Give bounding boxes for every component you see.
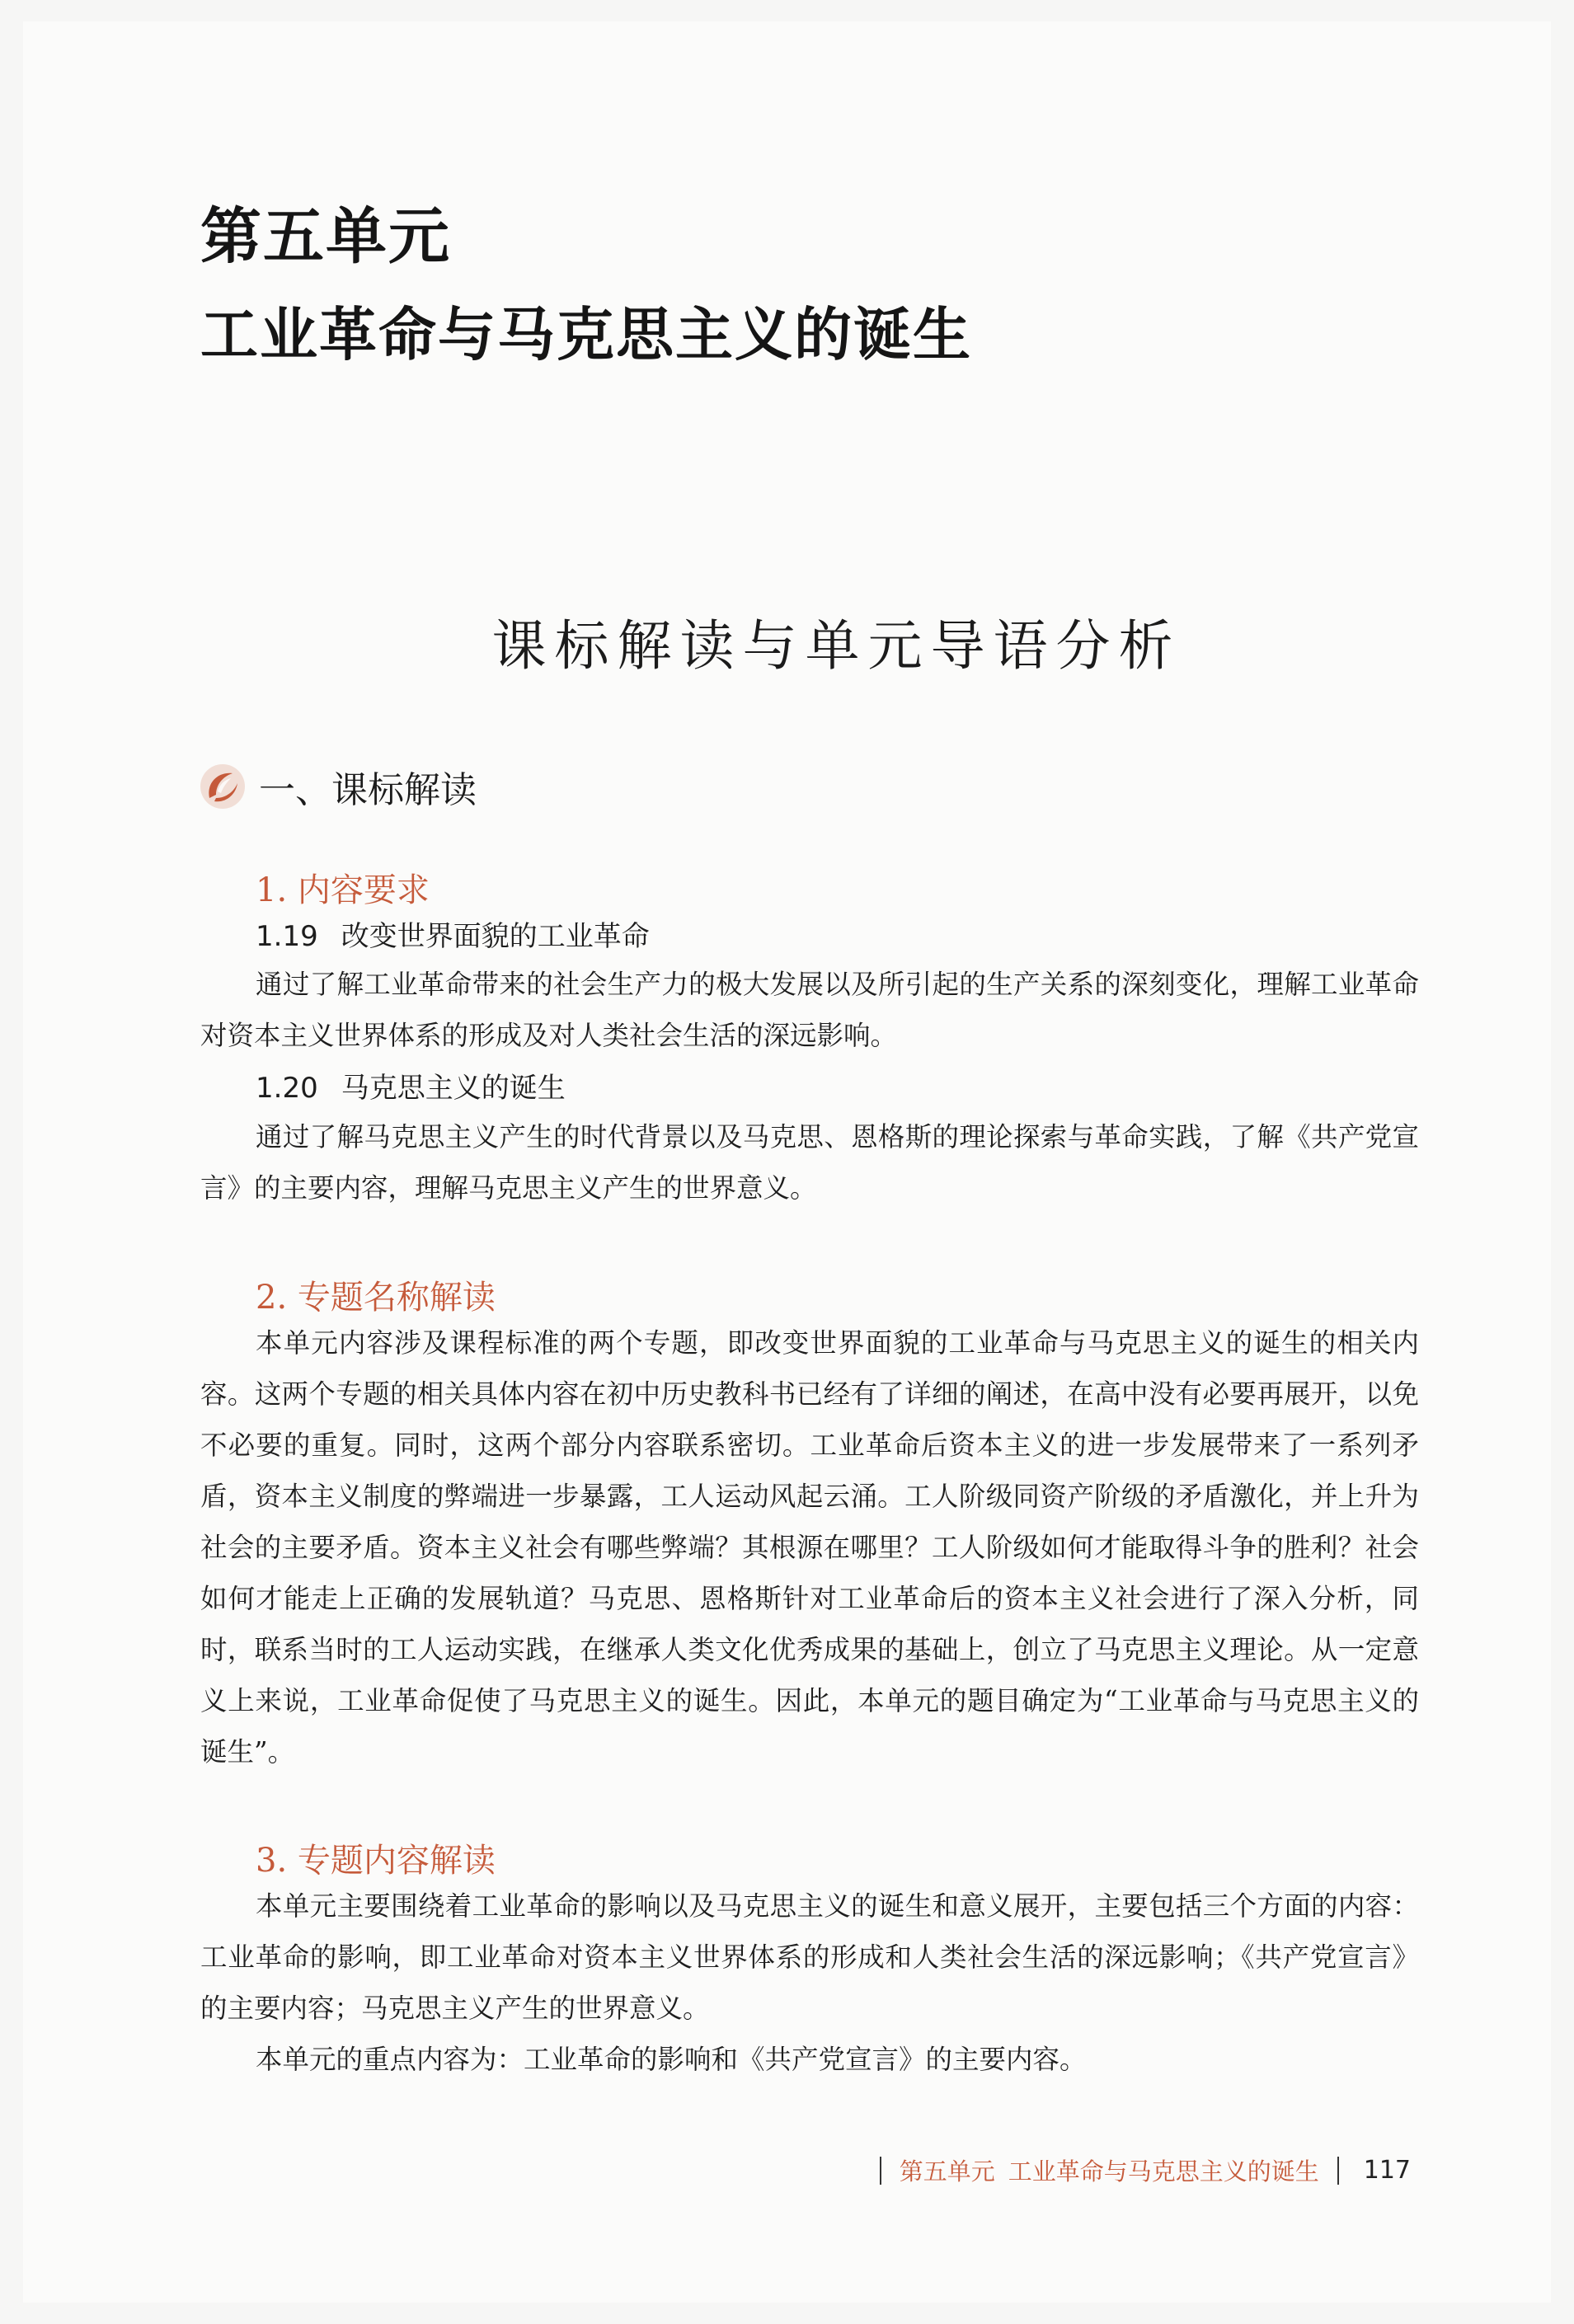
part1-heading [198, 760, 477, 813]
page-footer [880, 2153, 1411, 2187]
item1-text: 通过了解工业革命带来的社会生产力的极大发展以及所引起的生产关系的深刻变化，理解工业革命对资本主义世界体系的形成及对人类社会生活的深远影响。 [200, 969, 1419, 1051]
part1-heading-text: 一、课标解读 [259, 769, 477, 811]
unit-number: 第五单元 [200, 201, 451, 272]
section-title: 课标解读与单元导语分析 [491, 614, 1182, 678]
footer-title: 工业革命与马克思主义的诞生 [1008, 2157, 1319, 2185]
item2-title: 马克思主义的诞生 [341, 1072, 566, 1105]
item2-text: 通过了解马克思主义产生的时代背景以及马克思、恩格斯的理论探索与革命实践，了解《共产党宣言》的主要内容，理解马克思主义产生的世界意义。 [200, 1121, 1419, 1204]
footer-divider [880, 2157, 881, 2185]
item2-code: 1.20 [256, 1072, 318, 1105]
sub3-text2: 本单元的重点内容为：工业革命的影响和《共产党宣言》的主要内容。 [256, 2044, 1087, 2075]
swirl-emblem-icon [198, 762, 247, 811]
item1-title: 改变世界面貌的工业革命 [341, 920, 650, 953]
item1-heading [256, 913, 650, 954]
item2-heading [256, 1065, 566, 1106]
sub3-text1: 本单元主要围绕着工业革命的影响以及马克思主义的诞生和意义展开，主要包括三个方面的内容：工业革命的影响，即工业革命对资本主义世界体系的形成和人类社会生活的深远影响；《共产党宣言》的主要内容；马克思主义产生的世界意义。 [200, 1890, 1419, 2024]
item1-code: 1.19 [256, 920, 318, 953]
sub2-text: 本单元内容涉及课程标准的两个专题，即改变世界面貌的工业革命与马克思主义的诞生的相关内容。这两个专题的相关具体内容在初中历史教科书已经有了详细的阐述，在高中没有必要再展开，以免不必要的重复。同时，这两个部分内容联系密切。工业革命后资本主义的进一步发展带来了一系列矛盾，资本主义制度的弊端进一步暴露，工人运动风起云涌。工人阶级同资产阶级的矛盾激化，并上升为社会的主要矛盾。资本主义社会有哪些弊端？其根源在哪里？工人阶级如何才能取得斗争的胜利？社会如何才能走上正确的发展轨道？马克思、恩格斯针对工业革命后的资本主义社会进行了深入分析，同时，联系当时的工人运动实践，在继承人类文化优秀成果的基础上，创立了马克思主义理论。从一定意义上来说，工业革命促使了马克思主义的诞生。因此，本单元的题目确定为“工业革命与马克思主义的诞生”。 [200, 1327, 1419, 1768]
sub3-heading: 3. 专题内容解读 [256, 1842, 496, 1880]
unit-title: 工业革命与马克思主义的诞生 [200, 300, 972, 369]
sub2-heading: 2. 专题名称解读 [256, 1279, 496, 1317]
footer-divider [1337, 2157, 1339, 2185]
page-number: 117 [1363, 2156, 1411, 2185]
footer-unit: 第五单元 [899, 2157, 995, 2185]
sub1-heading: 1. 内容要求 [256, 871, 430, 909]
